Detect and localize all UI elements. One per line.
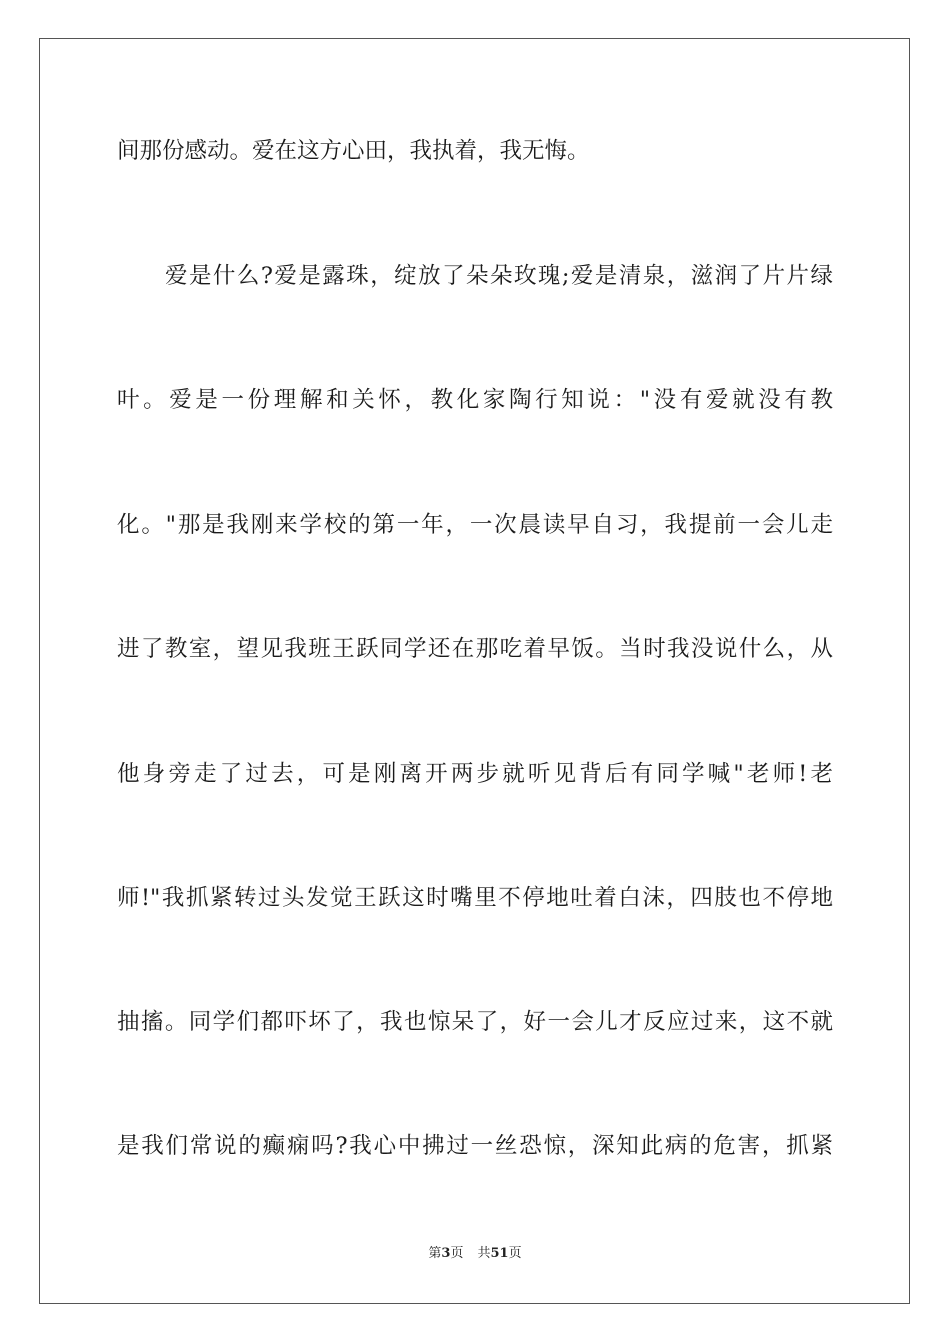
text-line-3: 叶。爱是一份理解和关怀，教化家陶行知说："没有爱就没有教 xyxy=(117,387,833,413)
text-line-1: 间那份感动。爱在这方心田，我执着，我无悔。 xyxy=(117,138,590,164)
total-pages: 51 xyxy=(490,1246,509,1261)
text-line-6: 他身旁走了过去，可是刚离开两步就听见背后有同学喊"老师!老 xyxy=(117,761,833,787)
text-line-8: 抽搐。同学们都吓坏了，我也惊呆了，好一会儿才反应过来，这不就 xyxy=(117,1009,833,1035)
text-line-7: 师!"我抓紧转过头发觉王跃这时嘴里不停地吐着白沫，四肢也不停地 xyxy=(117,885,833,911)
page-prefix: 第 xyxy=(428,1246,442,1261)
text-line-2: 爱是什么?爱是露珠，绽放了朵朵玫瑰;爱是清泉，滋润了片片绿 xyxy=(165,263,833,289)
page-suffix: 页 xyxy=(450,1246,464,1261)
page-border xyxy=(39,38,910,1304)
text-line-9: 是我们常说的癫痫吗?我心中拂过一丝恐惊，深知此病的危害，抓紧 xyxy=(117,1133,833,1159)
page-footer xyxy=(0,1245,950,1263)
total-suffix: 页 xyxy=(508,1246,522,1261)
text-line-5: 进了教室，望见我班王跃同学还在那吃着早饭。当时我没说什么，从 xyxy=(117,636,833,662)
text-line-4: 化。"那是我刚来学校的第一年，一次晨读早自习，我提前一会儿走 xyxy=(117,512,833,538)
total-prefix: 共 xyxy=(477,1246,491,1261)
page-number: 3 xyxy=(441,1246,451,1261)
